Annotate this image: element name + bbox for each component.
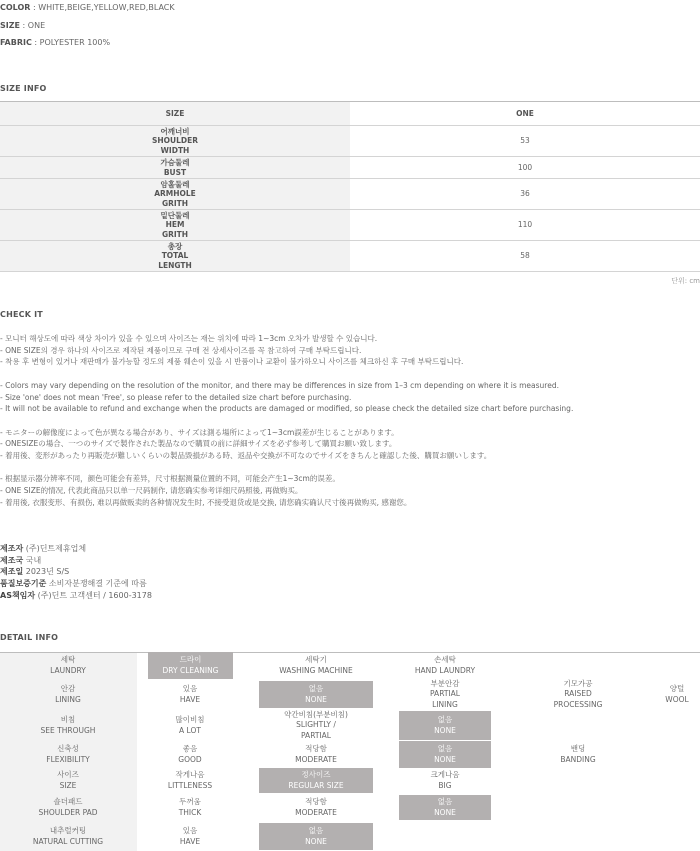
detail-option-en: A LOT: [179, 725, 201, 735]
detail-grid: [0, 652, 700, 851]
table-row: [0, 126, 700, 157]
detail-option: [256, 741, 376, 768]
detail-option-en: MODERATE: [295, 807, 337, 817]
maker-label: 제조일: [0, 567, 24, 577]
detail-option-en: DRY CLEANING: [162, 665, 219, 675]
detail-option: [256, 652, 376, 679]
fabric-line: FABRIC : POLYESTER 100%: [0, 38, 111, 47]
detail-option-ko: 적당함: [305, 744, 327, 753]
note-gap: [0, 368, 700, 380]
detail-option: [130, 823, 250, 850]
table-row: [0, 179, 700, 210]
maker-line: [0, 543, 152, 555]
detail-option: [8, 741, 128, 768]
detail-option-ko: 없음: [437, 744, 453, 753]
detail-option-en: NATURAL CUTTING: [32, 836, 104, 846]
table-row: [0, 210, 700, 241]
detail-option: [256, 795, 376, 820]
detail-option: [8, 711, 128, 740]
detail-option-ko: 정사이즈: [301, 770, 331, 779]
detail-option-ko: 없음: [437, 797, 453, 806]
maker-line: [0, 578, 152, 590]
check-it-title: CHECK IT: [0, 310, 43, 319]
detail-option-ko: 밴딩: [570, 744, 586, 753]
detail-option: [130, 768, 250, 793]
detail-option-en: RAISED PROCESSING: [553, 689, 603, 709]
note-gap: [0, 462, 700, 474]
maker-value: 국내: [23, 555, 42, 565]
note-line: - Colors may vary depending on the resolution of the monitor, and there may be differences in size from 1–3 cm depending on where it is measured.: [0, 380, 559, 390]
detail-option-ko: 내추럴커팅: [49, 826, 87, 835]
detail-option-en: GOOD: [178, 754, 202, 764]
size-header-value: ONE: [350, 102, 700, 126]
detail-option-ko: 사이즈: [57, 770, 79, 779]
detail-option-ko: 숄더패드: [53, 797, 83, 806]
detail-option-ko: 작게나옴: [175, 770, 205, 779]
size-table-header: [0, 102, 700, 126]
detail-option-ko: 있음: [182, 684, 198, 693]
maker-label: 제조자: [0, 544, 24, 553]
detail-option-en: FLEXIBILITY: [46, 754, 90, 764]
note-line: - It will not be available to refund and exchange when the products are damaged or modified, so please check the detailed size chart before purchasing.: [0, 404, 574, 414]
note-line: - Size 'one' does not mean 'Free', so please refer to the detailed size chart before purchasing.: [0, 392, 352, 402]
detail-option-ko: 세탁: [60, 655, 76, 664]
detail-option: [256, 711, 376, 740]
measure-value: 53: [350, 126, 700, 157]
note-line: - ONESIZEの場合、一つのサイズで製作された製品なので購買の前に詳細サイズを必ず参考して購買お願い致します。: [0, 439, 397, 449]
size-header-label: SIZE: [0, 102, 350, 126]
measure-value: 58: [350, 241, 700, 272]
measure-label: 밑단둘레 HEM GRITH: [0, 210, 350, 241]
measure-label: 어깨너비 SHOULDER WIDTH: [0, 126, 350, 157]
detail-option: [259, 768, 373, 793]
detail-option: [399, 741, 491, 768]
note-line: - 모니터 해상도에 따라 색상 차이가 있을 수 있으며 사이즈는 재는 위치에 따라 1~3cm 오차가 발생할 수 있습니다.: [0, 334, 378, 343]
detail-option-ko: 손세탁: [434, 655, 456, 664]
detail-info-title: DETAIL INFO: [0, 633, 59, 642]
unit-note: 단위: cm: [671, 277, 700, 285]
detail-option-en: BANDING: [560, 754, 596, 764]
detail-option-en: HAVE: [179, 836, 201, 846]
detail-option-ko: 약간비침(부분비침): [284, 709, 348, 719]
detail-option-ko: 좋음: [182, 744, 198, 753]
maker-line: [0, 566, 152, 578]
table-row: [0, 241, 700, 272]
note-gap: [0, 415, 700, 427]
detail-option-en: MODERATE: [295, 754, 337, 764]
detail-option-en: HAVE: [179, 694, 201, 704]
maker-info: [0, 543, 152, 602]
detail-option-ko: 세탁기: [305, 655, 327, 664]
detail-option-en: LINING: [55, 694, 81, 704]
detail-option: [518, 678, 638, 709]
measure-label: 총장 TOTAL LENGTH: [0, 241, 350, 272]
detail-option-en: NONE: [305, 836, 327, 846]
detail-option: [399, 711, 491, 740]
detail-option: [8, 823, 128, 850]
detail-option: [259, 823, 373, 850]
detail-option-en: SHOULDER PAD: [38, 807, 98, 817]
detail-option-en: THICK: [178, 807, 202, 817]
check-it-notes: [0, 333, 700, 509]
detail-option-ko: 드라이: [179, 655, 202, 664]
detail-option: [130, 741, 250, 768]
detail-option: [8, 681, 128, 708]
detail-option-en: WOOL: [665, 694, 689, 704]
maker-line: [0, 555, 152, 567]
detail-option: [642, 681, 700, 708]
detail-option: [130, 795, 250, 820]
detail-option: [399, 795, 491, 820]
detail-option-en: PARTIAL LINING: [430, 689, 460, 709]
detail-option-ko: 없음: [308, 826, 324, 835]
detail-option-en: NONE: [434, 754, 456, 764]
note-line: - 根据显示器分辨率不同，颜色可能会有差异，尺寸根据测量位置的不同，可能会产生1~3cm的误差。: [0, 474, 340, 484]
detail-option-ko: 비침: [60, 715, 76, 724]
detail-option-en: NONE: [434, 807, 456, 817]
fabric-label: FABRIC: [0, 38, 32, 47]
detail-option-ko: 부분안감: [430, 678, 460, 688]
note-line: - ONE SIZE的情况, 代表此商品只以单一尺码制作, 请您确实参考详细尺码照後, 再做购买。: [0, 486, 303, 496]
detail-option-en: HAND LAUNDRY: [414, 665, 476, 675]
detail-option-en: SIZE: [59, 780, 77, 790]
detail-option-en: LAUNDRY: [50, 665, 86, 675]
detail-option: [130, 711, 250, 740]
note-line: - ONE SIZE의 경우 하나의 사이즈로 제작된 제품이므로 구매 전 상세사이즈를 꼭 참고하여 구매 부탁드립니다.: [0, 345, 362, 355]
detail-option-ko: 많이비침: [175, 715, 205, 724]
detail-option-ko: 양털: [669, 684, 685, 693]
detail-option-ko: 적당함: [305, 797, 327, 806]
detail-option-ko: 없음: [437, 715, 453, 724]
note-line: - 着用後, 衣服变形、有损伤, 难以再做贩卖的各种情况发生时, 不接受退货或是交换, 请您确实确认尺寸後再做购买, 感谢您。: [0, 497, 412, 507]
maker-value: (주)딘트 고객센터 / 1600-3178: [35, 590, 152, 600]
maker-value: (주)딘트제휴업체: [23, 544, 87, 553]
detail-option: [8, 795, 128, 820]
note-line: - モニターの解像度によって色が異なる場合があり、サイズは測る場所によって1~3cm誤差が生じることがあります。: [0, 427, 399, 437]
measure-value: 36: [350, 179, 700, 210]
table-row: [0, 157, 700, 179]
color-label: COLOR: [0, 3, 31, 12]
maker-label: 품질보증기준: [0, 579, 47, 589]
color-line: COLOR : WHITE,BEIGE,YELLOW,RED,BLACK: [0, 3, 175, 12]
detail-option-en: SLIGHTLY / PARTIAL: [296, 720, 336, 740]
detail-option-ko: 있음: [182, 826, 198, 835]
detail-option-en: REGULAR SIZE: [288, 780, 344, 790]
detail-option-en: NONE: [305, 694, 327, 704]
measure-label: 암홀둘레 ARMHOLE GRITH: [0, 179, 350, 210]
note-line: - 착용 후 변형이 있거나 재판매가 불가능할 정도의 제품 훼손이 있을 시 반품이나 교환이 불가하오니 사이즈를 체크하신 후 구매 부탁드립니다.: [0, 357, 464, 367]
size-table: [0, 101, 700, 272]
detail-option-ko: 크게나옴: [430, 770, 460, 779]
detail-option: [385, 652, 505, 679]
maker-value: 소비자분쟁해결 기준에 따름: [46, 579, 147, 589]
detail-option: [518, 741, 638, 768]
detail-option: [259, 681, 373, 708]
detail-option-en: WASHING MACHINE: [279, 665, 353, 675]
measure-label: 가슴둘레 BUST: [0, 157, 350, 179]
color-value: WHITE,BEIGE,YELLOW,RED,BLACK: [38, 3, 175, 12]
measure-value: 110: [350, 210, 700, 241]
measure-value: 100: [350, 157, 700, 179]
detail-option-ko: 신축성: [57, 744, 79, 753]
size-label: SIZE: [0, 21, 21, 30]
maker-line: [0, 590, 152, 602]
note-line: - 着用後、変形があったり再販売が難しいくらいの製品毀損がある時、返品や交換が不可なのでサイズをきちんと確認した後、購買お願いします。: [0, 451, 492, 460]
size-line: SIZE : ONE: [0, 21, 46, 30]
maker-value: 2023년 S/S: [23, 567, 70, 577]
size-info-title: SIZE INFO: [0, 84, 47, 93]
detail-option: [385, 768, 505, 793]
detail-option-en: LITTLENESS: [167, 780, 213, 790]
detail-option: [8, 652, 128, 679]
maker-label: 제조국: [0, 555, 24, 565]
detail-option: [8, 768, 128, 793]
size-value: ONE: [27, 21, 46, 30]
detail-option-ko: 기모가공: [563, 678, 593, 688]
maker-label: AS책임자: [0, 590, 36, 600]
fabric-value: POLYESTER 100%: [39, 38, 111, 47]
detail-option-en: NONE: [434, 725, 456, 735]
detail-option-ko: 두꺼움: [179, 797, 201, 806]
detail-option-ko: 없음: [308, 684, 324, 693]
detail-option: [130, 681, 250, 708]
detail-option: [385, 678, 505, 709]
detail-option-en: BIG: [438, 780, 452, 790]
detail-option-ko: 안감: [60, 684, 76, 693]
detail-option-en: SEE THROUGH: [40, 725, 96, 735]
detail-option: [148, 652, 233, 679]
